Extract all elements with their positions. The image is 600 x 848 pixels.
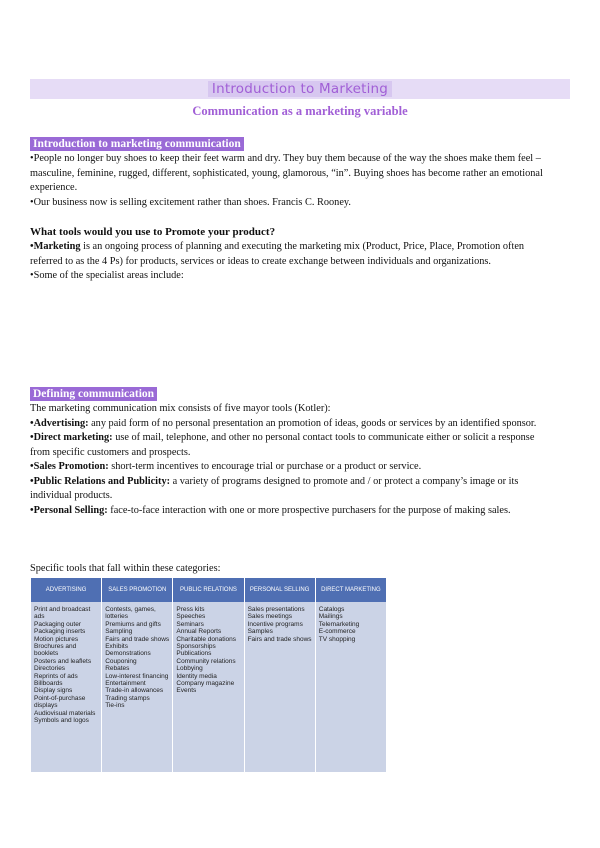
table-cell-item: Incentive programs [247,620,303,628]
tool-term: •Personal Selling: [30,504,108,516]
marketing-text: is an ongoing process of planning and executing the marketing mix (Product, Price, Place, Promotion often referred to as the 4 Ps) for products, services or ideas to create exchange between individuals and organizations. [30,241,525,267]
table-cell-item: Directories [34,665,66,673]
section-heading-intro: Introduction to marketing communication [30,137,244,151]
table-cell-item: Couponing [105,657,137,665]
defining-body [30,402,550,518]
section-heading-defining: Defining communication [30,387,157,401]
table-cell-item: Display signs [34,687,73,695]
table-cell-item: Samples [247,628,273,636]
header-personal-selling: PERSONAL SELLING [244,578,315,602]
table-cell-item: Tie-ins [105,702,125,710]
header-sales-promotion: SALES PROMOTION [102,578,173,602]
table-cell-item: Telemarketing [318,620,360,628]
table-cell-item: Mailings [318,613,343,621]
tool-text: a variety of programs designed to promote and / or protect a company’s image or its individual products. [30,475,519,501]
header-public-relations: PUBLIC RELATIONS [173,578,244,602]
table-cell-item: Low-interest financing [105,672,169,680]
table-cell-item: Posters and leaflets [34,657,92,665]
table-cell-item: Sales presentations [247,606,305,613]
table-cell-item: Demonstrations [105,650,151,658]
table-cell-item: Sponsorships [176,643,216,651]
table-cell-item: Motion pictures [34,635,79,643]
table-cell-item: Seminars [176,620,204,628]
table-cell-item: Community relations [176,657,236,665]
table-cell-item: TV shopping [318,635,356,643]
header-direct-marketing: DIRECT MARKETING [315,578,386,602]
page-title [30,79,570,99]
table-cell-item: Contests, games, lotteries [105,606,156,621]
table-cell-item: Trade-in allowances [105,687,164,695]
table-cell-item: Brochures and booklets [34,643,77,658]
table-cell-item: Charitable donations [176,635,236,643]
tool-term: •Direct marketing: [30,432,113,443]
tool-item-advertising [30,417,550,432]
table-cell-item: Sales meetings [247,613,293,621]
tool-item-public-relations [30,475,550,504]
tool-text: face-to-face interaction with one or more prospective purchasers for the purpose of making sales. [107,504,511,516]
table-cell-item: Speeches [176,613,206,621]
tool-item-sales-promotion [30,460,550,475]
table-cell-item: Packaging outer [34,620,81,628]
table-cell-item: Print and broadcast ads [34,606,91,621]
tool-text: use of mail, telephone, and other no personal contact tools to communicate either or solicit a response from specific customers and prospects. [30,432,535,458]
defining-intro: The marketing communication mix consists of five mayor tools (Kotler): [30,403,331,414]
table-cell-item: Lobbying [176,665,203,673]
header-advertising: ADVERTISING [31,578,102,602]
column-advertising [31,602,102,772]
table-cell-item: Company magazine [176,680,235,688]
intro-bullet-2: •Our business now is selling excitement rather than shoes. Francis C. Rooney. [30,196,351,208]
table-cell-item: Entertainment [105,680,146,688]
question-heading: What tools would you use to Promote your product? [30,226,276,238]
tool-text: any paid form of no personal presentation an promotion of ideas, goods or services by an identified sponsor. [88,417,537,429]
table-header-row [31,578,387,602]
tool-text: short-term incentives to encourage trial or purchase or a product or service. [108,461,422,472]
table-cell-item: Packaging inserts [34,628,86,636]
table-cell-item: Billboards [34,680,63,688]
table-cell-item: Point-of-purchase displays [34,694,86,710]
table-cell-item: Premiums and gifts [105,620,161,628]
table-cell-item: Annual Reports [176,628,222,636]
section-intro-body [30,152,550,210]
title-band [30,79,570,99]
marketing-definition [30,240,550,284]
marketing-bullet [30,240,550,269]
table-cell-item: Rebates [105,665,130,673]
table-cell-item: Fairs and trade shows [105,635,170,643]
column-public-relations [173,602,244,772]
communication-tools-table [30,578,387,772]
tool-term: •Sales Promotion: [30,461,109,472]
page-title-text: Introduction to Marketing [208,81,392,97]
table-cell-item: Sampling [105,628,133,636]
table-cell-item: Exhibits [105,643,128,651]
column-personal-selling [244,602,315,772]
table-row [31,602,387,772]
table-cell-item: Fairs and trade shows [247,635,312,643]
table-cell-item: Symbols and logos [34,717,89,725]
tool-term: •Advertising: [30,417,89,429]
tools-line: Specific tools that fall within these categories: [30,563,221,574]
marketing-term: •Marketing [30,241,81,252]
table-cell-item: Events [176,687,197,695]
page-subtitle: Communication as a marketing variable [192,104,408,118]
column-direct-marketing [315,602,386,772]
tool-item-personal-selling [30,504,550,519]
table-cell-item: Catalogs [318,606,345,613]
tool-item-direct-marketing [30,431,550,460]
table-cell-item: Trading stamps [105,694,150,702]
intro-bullet-1: •People no longer buy shoes to keep their feet warm and dry. They buy them because of the way the shoes make them feel – masculine, feminine, rugged, different, sophisticated, young, glamorous, “in”. Buying shoes has become rather an emotional experience. [30,153,543,193]
table-cell-item: Reprints of ads [34,672,78,680]
tool-term: •Public Relations and Publicity: [30,475,171,487]
table-cell-item: Audiovisual materials [34,709,96,717]
column-sales-promotion [102,602,173,772]
table-cell-item: Identity media [176,672,217,680]
table-cell-item: E-commerce [318,628,356,636]
table-cell-item: Publications [176,650,212,658]
specialist-bullet: •Some of the specialist areas include: [30,270,184,281]
table-cell-item: Press kits [176,606,205,613]
